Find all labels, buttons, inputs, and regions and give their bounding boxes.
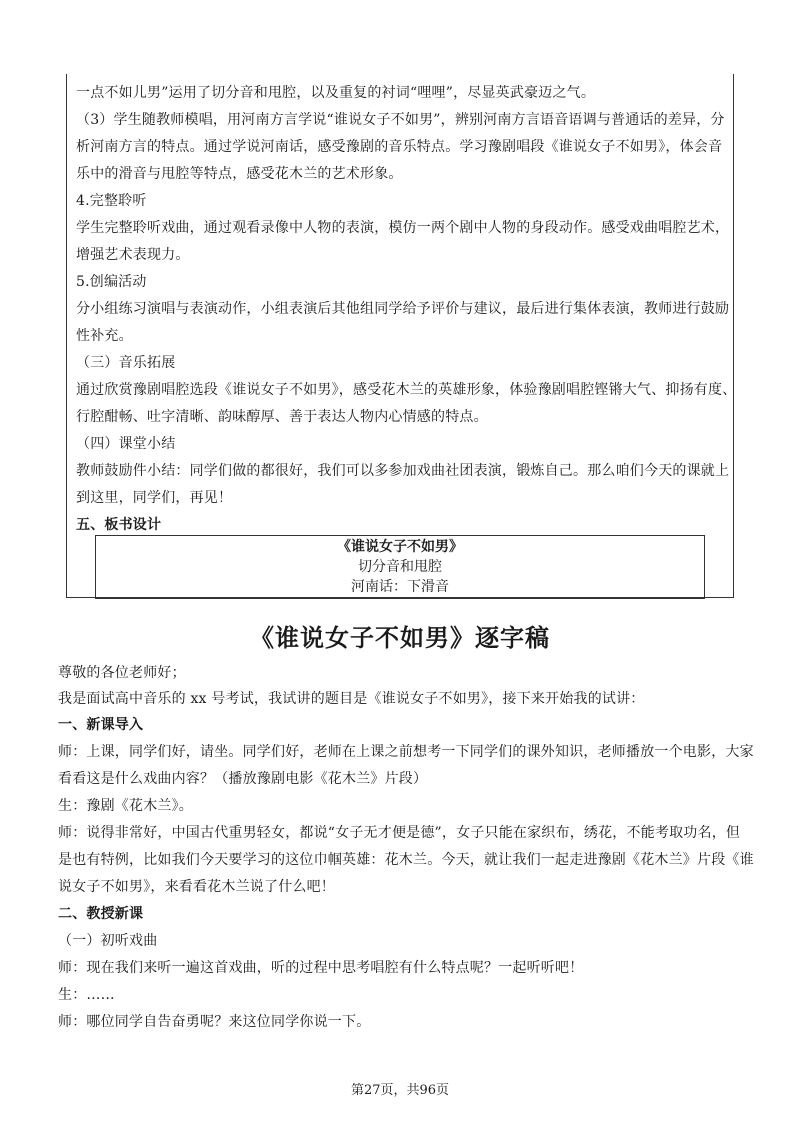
page-number: 第27页，共96页 bbox=[350, 1083, 450, 1098]
section-heading: （四）课堂小结 bbox=[76, 436, 176, 452]
section-heading: 4.完整聆听 bbox=[76, 193, 147, 209]
text-line: 到这里，同学们，再见！ bbox=[76, 490, 233, 506]
text-line: 乐中的滑音与甩腔等特点，感受花木兰的艺术形象。 bbox=[76, 166, 403, 182]
text-line: 说女子不如男》，来看看花木兰说了什么吧！ bbox=[58, 879, 335, 895]
text-line: 教师鼓励件小结：同学们做的都很好，我们可以多参加戏曲社团表演，锻炼自己。那么咱们今天的课就上 bbox=[76, 463, 730, 479]
text-line: 师：上课，同学们好，请坐。同学们好，老师在上课之前想考一下同学们的课外知识，老师播放一个电影，大家 bbox=[58, 744, 754, 760]
text-line: 析河南方言的特点。通过学说河南话，感受豫剧的音乐特点。学习豫剧唱段《谁说女子不如男》，体会音 bbox=[76, 139, 723, 155]
text-line: 尊敬的各位老师好； bbox=[58, 665, 186, 681]
text-line: 增强艺术表现力。 bbox=[76, 247, 190, 263]
board-line: 河南话：下滑音 bbox=[351, 579, 449, 595]
text-line: 性补充。 bbox=[76, 328, 133, 344]
text-line: 分小组练习演唱与表演动作，小组表演后其他组同学给予评价与建议，最后进行集体表演，教师进行鼓励 bbox=[76, 301, 730, 317]
text-line: 师：现在我们来听一遍这首戏曲，听的过程中思考唱腔有什么特点呢？一起听听吧！ bbox=[58, 960, 584, 976]
section-heading: 二、教授新课 bbox=[58, 906, 144, 922]
section-heading: 5.创编活动 bbox=[76, 274, 147, 290]
text-line: （3）学生随教师模唱，用河南方言学说“谁说女子不如男”，辨别河南方言语音语调与普通话的差异，分 bbox=[76, 112, 725, 128]
board-design-heading: 五、板书设计 bbox=[76, 517, 162, 533]
text-line: 通过欣赏豫剧唱腔选段《谁说女子不如男》，感受花木兰的英雄形象，体验豫剧唱腔铿锵大气、抑扬有度、 bbox=[76, 382, 737, 398]
text-line: 学生完整聆听戏曲，通过观看录像中人物的表演，模仿一两个剧中人物的身段动作。感受戏曲唱腔艺术， bbox=[76, 220, 730, 236]
text-line: 师：说得非常好，中国古代重男轻女，都说“女子无才便是德”，女子只能在家织布，绣花，不能考取功名，但 bbox=[58, 825, 741, 841]
board-line: 切分音和甩腔 bbox=[358, 559, 442, 575]
text-line: 我是面试高中音乐的 xx 号考试，我试讲的题目是《谁说女子不如男》，接下来开始我的试讲： bbox=[58, 691, 645, 707]
section-heading: 一、新课导入 bbox=[58, 717, 144, 733]
text-line: 行腔酣畅、吐字清晰、韵味醇厚、善于表达人物内心情感的特点。 bbox=[76, 409, 488, 425]
document-title: 《谁说女子不如男》逐字稿 bbox=[250, 624, 550, 652]
board-title: 《谁说女子不如男》 bbox=[337, 539, 463, 555]
text-line: 生：豫剧《花木兰》。 bbox=[58, 798, 193, 814]
section-heading: （一）初听戏曲 bbox=[58, 933, 158, 949]
text-line: 是也有特例，比如我们今天要学习的这位巾帼英雄：花木兰。今天，就让我们一起走进豫剧《花木兰》片段《谁 bbox=[58, 852, 754, 868]
text-line: 看看这是什么戏曲内容？（播放豫剧电影《花木兰》片段） bbox=[58, 771, 428, 787]
text-line: 师：哪位同学自告奋勇呢？来这位同学你说一下。 bbox=[58, 1014, 371, 1030]
text-line: 生：…… bbox=[58, 987, 115, 1003]
section-heading: （三）音乐拓展 bbox=[76, 355, 176, 371]
text-line: 一点不如儿男”运用了切分音和甩腔，以及重复的衬词“哩哩”，尽显英武豪迈之气。 bbox=[76, 85, 596, 101]
board-design-box bbox=[95, 535, 705, 599]
